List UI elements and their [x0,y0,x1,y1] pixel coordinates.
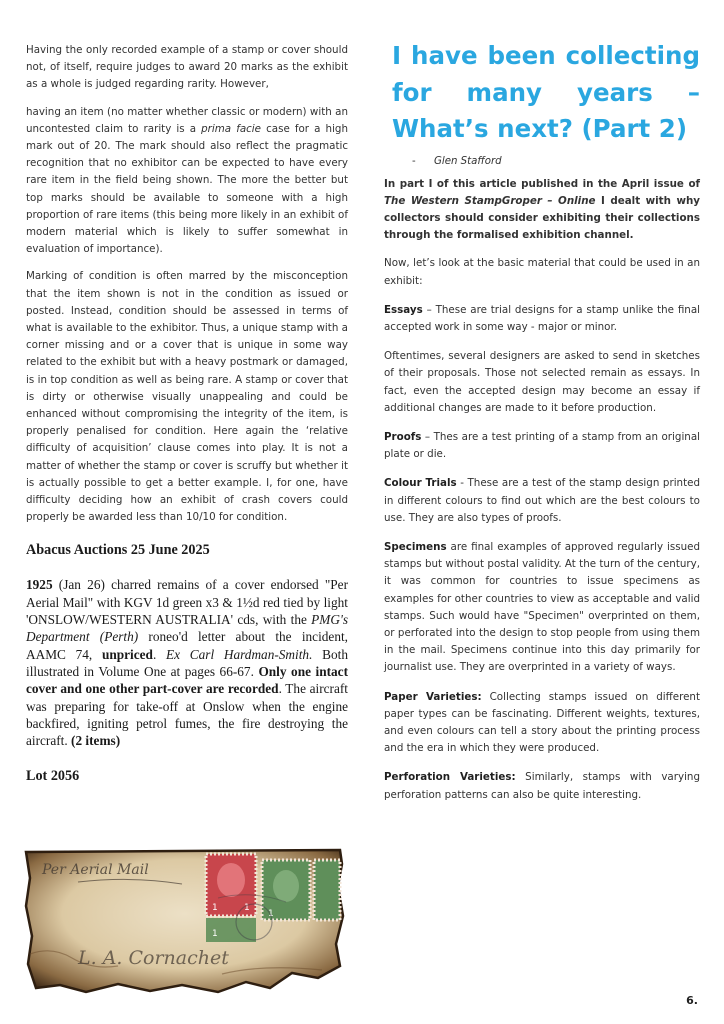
term-colour-trials: Colour Trials [384,477,457,490]
term-specimens: Specimens [384,540,447,553]
right-column [384,38,700,804]
italic-segment: PMG's Department (Perth) [26,612,348,645]
text-segment: having an item (no matter whether classic or modern) with an uncontested claim to rarity is a [26,105,348,135]
text-segment: – These are trial designs for a stamp unlike the final accepted work in some way - major or minor. [384,303,700,333]
term-perforation-varieties: Perforation Varieties: [384,771,516,784]
red-stamp [206,854,256,916]
text-segment: roneo'd letter about the incident, AAMC 74, [26,629,348,662]
term-essays: Essays [384,303,423,316]
bold-segment: (2 items) [71,733,121,749]
text-segment: . [152,646,167,662]
text-segment: Both illustrated in Volume One at pages 66-67. [26,646,348,679]
text-segment: Collecting stamps issued on different paper types can be fascinating. Different weights, textures, and even colours can tell a story about the printing process and the era in which they were produced. [384,690,700,755]
text-segment: – Thes are a test printing of a stamp from an original plate or die. [384,430,700,461]
text-segment: In part I of this article published in the April issue of [384,177,700,190]
text-segment: Similarly, stamps with varying perforation patterns can also be quite interesting. [384,771,700,801]
author-dash: - [412,155,416,167]
text-segment: I dealt with why collectors should consider exhibiting their collections through the formalised exhibition channel. [384,194,700,242]
page-number: 6. [686,994,698,1007]
paragraph-paper-varieties [384,689,700,758]
svg-text:1: 1 [212,929,218,939]
paragraph-colour-trials [384,475,700,527]
auction-heading: Abacus Auctions 25 June 2025 [26,542,210,559]
lot-year: 1925 [26,577,53,593]
text-segment: are final examples of approved regularly issued stamps but without postal validity. At the turn of the century, it was common for countries to issue specimens as examples for other countries to view as acceptable and valid stamps. Such would have "Specimen" overprinted on them, or perforated into the design to stop people from using them in the mail. Specimens continue into this day primarily for journalist use. They are overprinted in a variety of ways. [384,540,700,674]
term-proofs: Proofs [384,430,422,443]
italic-segment: Ex Carl Hardman-Smith. [166,646,313,662]
paragraph-rarity-marks [26,104,348,259]
article-title: I have been collecting for many years – What’s next? (Part 2) [392,41,700,143]
svg-text:1: 1 [244,903,250,913]
lot-label: Lot 2056 [26,768,80,785]
cover-illustration [22,846,346,996]
bold-segment: Only one intact cover and one other part-cover are recorded [26,663,349,697]
italic-term: prima facie [201,122,262,135]
intro-paragraph [384,176,700,245]
paragraph-now: Now, let’s look at the basic material that could be used in an exhibit: [384,257,700,287]
text-segment: . The aircraft was preparing for take-off at Onslow when the engine backfired, igniting petrol fumes, the fire destroying the aircraft. [26,681,348,749]
author-name: Glen Stafford [434,155,502,167]
paragraph-proofs [384,429,700,463]
author-line [412,156,700,167]
svg-text:1: 1 [268,909,274,919]
svg-text:1: 1 [212,903,218,913]
paragraph-perforation-varieties [384,769,700,803]
handwriting-top: Per Aerial Mail [42,862,149,878]
text-segment: case for a high mark out of 20. The mark should also reflect the pragmatic recognition that no exhibitor can be expected to have every rare item in the field being shown. The more the better but top marks should be available to someone with a high proportion of rare items (this being more likely in an exhibit of modern material which is likely to suffer somewhat in evaluation of importance). [26,122,348,256]
lot-description [26,576,348,749]
left-column [26,42,348,785]
text-segment: (Jan 26) charred remains of a cover endorsed "Per Aerial Mail" with KGV 1d green x3 & 1½d red tied by light 'ONSLOW/WESTERN AUSTRALIA' cds, with the [26,577,348,628]
paragraph-oftentimes: Oftentimes, several designers are asked to send in sketches of their proposals. Those not selected remain as essays. In fact, even the accepted design may become an essay if additional changes are made to it before production. [384,350,700,414]
paragraph-specimens [384,539,700,677]
handwriting-bottom: L. A. Cornachet [78,947,229,969]
term-paper-varieties: Paper Varieties: [384,690,482,703]
charred-cover-image [22,846,346,996]
paragraph-condition: Marking of condition is often marred by the misconception that the item shown is not in the condition as issued or posted. Instead, condition should be assessed in terms of what is available to the exhibitor. Thus, a unique stamp with a corner missing and or a cover that is unique in some way related to the exhibit but with a heavy postmark or damaged, is in top condition as well as being rare. A stamp or cover that is dirty or otherwise visually unappealing and could be enhanced without compromising the integrity of the item, is properly penalised for condition. Here again the ‘relative difficulty of acquisition’ clause comes into play. It is not a matter of whether the stamp or cover is scruffy but whether it is actually possible to get a better example. I, for one, have difficulty deciding how an exhibit of crash covers could properly be awarded less than 10/10 for condition. [26,270,348,524]
italic-segment: The Western StampGroper – Online [384,194,596,207]
text-segment: - These are a test of the stamp design printed in different colours to find out which are the best colours to use. They are also types of proofs. [384,477,700,524]
bold-segment: unpriced [101,646,153,662]
paragraph-rarity-intro: Having the only recorded example of a stamp or cover should not, of itself, require judges to award 20 marks as the exhibit as a whole is judged regarding rarity. However, [26,44,348,91]
paragraph-essays [384,302,700,336]
